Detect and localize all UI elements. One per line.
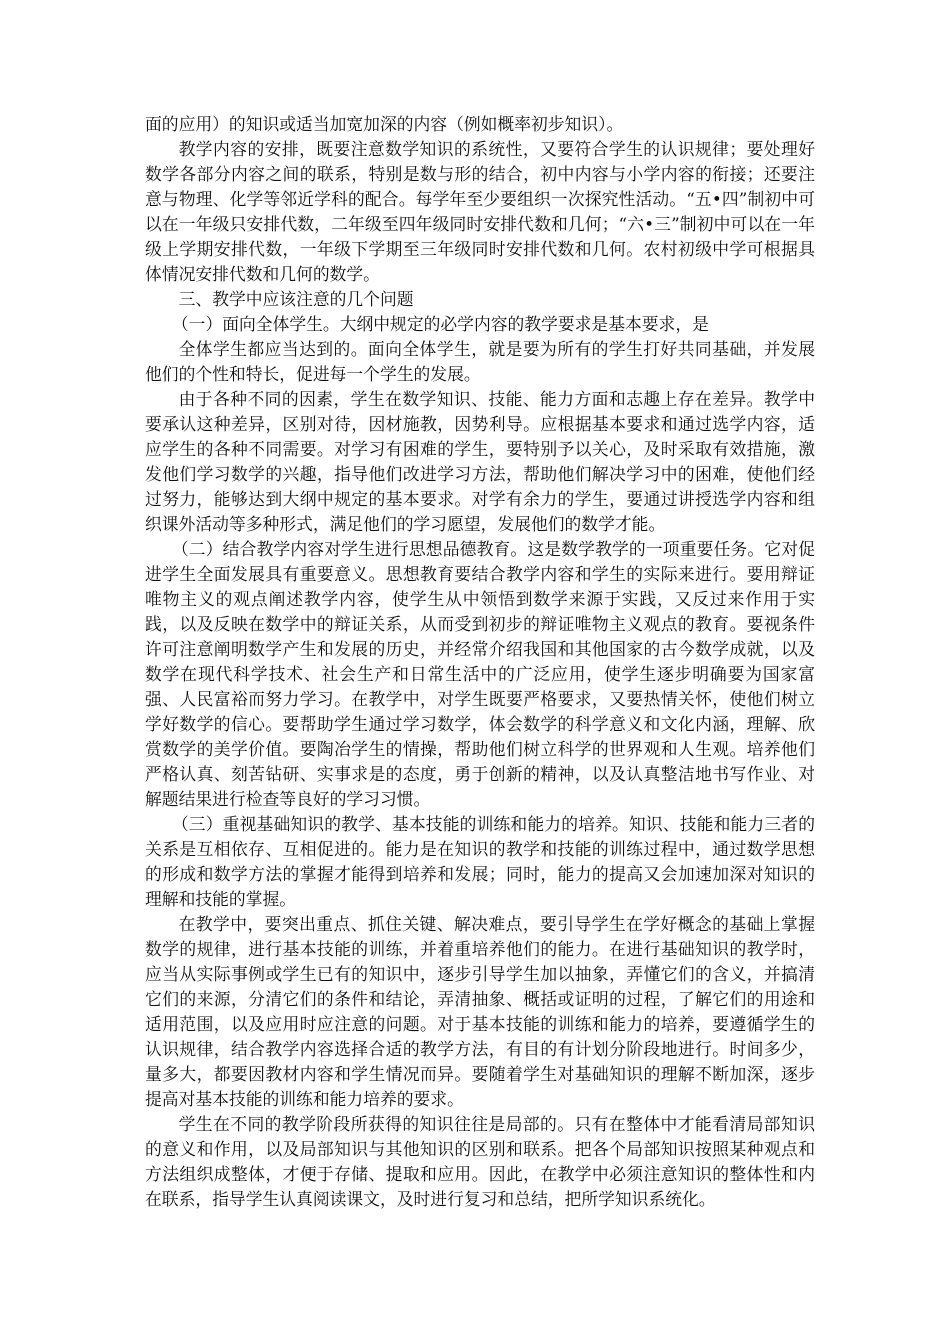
paragraph-content-arrangement: 教学内容的安排，既要注意数学知识的系统性，又要符合学生的认识规律；要处理好数学各部分内容之间的联系，特别是数与形的结合，初中内容与小学内容的衔接；还要注意与物理、化学等邻近学科的配合。每学年至少要组织一次探究性活动。“五•四”制初中可以在一年级只安排代数，二年级至四年级同时安排代数和几何；“六•三”制初中可以在一年级上学期安排代数，一年级下学期至三年级同时安排代数和几何。农村初级中学可根据具体情况安排代数和几何的数学。 bbox=[145, 139, 815, 284]
paragraph-knowledge-integration: 学生在不同的教学阶段所获得的知识往往是局部的。只有在整体中才能看清局部知识的意义和作用，以及局部知识与其他知识的区别和联系。把各个局部知识按照某种观点和方法组织成整体，才便于存储、提取和应用。因此，在教学中必须注意知识的整体性和内在联系，指导学生认真阅读课文，及时进行复习和总结，把所学知识系统化。 bbox=[145, 1114, 815, 1209]
paragraph-continuation: 面的应用）的知识或适当加宽加深的内容（例如概率初步知识）。 bbox=[145, 114, 624, 134]
paragraph-item-one-body: 全体学生都应当达到的。面向全体学生，就是要为所有的学生打好共同基础，并发展他们的个性和特长，促进每一个学生的发展。 bbox=[145, 339, 815, 384]
paragraph-item-three: （三）重视基础知识的教学、基本技能的训练和能力的培养。知识、技能和能力三者的关系是互相依存、互相促进的。能力是在知识的教学和技能的训练过程中，通过数学思想的形成和数学方法的掌握才能得到培养和发展；同时，能力的提高又会加速加深对知识的理解和技能的掌握。 bbox=[145, 814, 815, 909]
section-heading-teaching-issues: 三、教学中应该注意的几个问题 bbox=[178, 289, 414, 309]
paragraph-item-two: （二）结合教学内容对学生进行思想品德教育。这是数学教学的一项重要任务。它对促进学生全面发展具有重要意义。思想教育要结合教学内容和学生的实际来进行。要用辩证唯物主义的观点阐述教学内容，使学生从中领悟到数学来源于实践，又反过来作用于实践，以及反映在数学中的辩证关系，从而受到初步的辩证唯物主义观点的教育。要视条件许可注意阐明数学产生和发展的历史，并经常介绍我国和其他国家的古今数学成就，以及数学在现代科学技术、社会生产和日常生活中的广泛应用，使学生逐步明确要为国家富强、人民富裕而努力学习。在教学中，对学生既要严格要求，又要热情关怀，使他们树立学好数学的信心。要帮助学生通过学习数学，体会数学的科学意义和文化内涵，理解、欣赏数学的美学价值。要陶冶学生的情操，帮助他们树立科学的世界观和人生观。培养他们严格认真、刻苦钻研、实事求是的态度，勇于创新的精神，以及认真整洁地书写作业、对解题结果进行检查等良好的学习习惯。 bbox=[145, 539, 815, 809]
paragraph-differences: 由于各种不同的因素，学生在数学知识、技能、能力方面和志趣上存在差异。教学中要承认这种差异，区别对待，因材施教，因势利导。应根据基本要求和通过选学内容，适应学生的各种不同需要。对学习有困难的学生，要特别予以关心，及时采取有效措施，激发他们学习数学的兴趣，指导他们改进学习方法，帮助他们解决学习中的困难，使他们经过努力，能够达到大纲中规定的基本要求。对学有余力的学生，要通过讲授选学内容和组织课外活动等多种形式，满足他们的学习愿望，发展他们的数学才能。 bbox=[145, 389, 815, 534]
document-body bbox=[145, 112, 815, 1212]
paragraph-teaching-focus: 在教学中，要突出重点、抓住关键、解决难点，要引导学生在学好概念的基础上掌握数学的规律，进行基本技能的训练，并着重培养他们的能力。在进行基础知识的教学时，应当从实际事例或学生已有的知识中，逐步引导学生加以抽象，弄懂它们的含义，并搞清它们的来源，分清它们的条件和结论，弄清抽象、概括或证明的过程，了解它们的用途和适用范围，以及应用时应注意的问题。对于基本技能的训练和能力的培养，要遵循学生的认识规律，结合教学内容选择合适的教学方法，有目的有计划分阶段地进行。时间多少，量多大，都要因教材内容和学生情况而异。要随着学生对基础知识的理解不断加深，逐步提高对基本技能的训练和能力培养的要求。 bbox=[145, 914, 815, 1109]
paragraph-item-one-heading: （一）面向全体学生。大纲中规定的必学内容的教学要求是基本要求，是 bbox=[171, 314, 709, 334]
